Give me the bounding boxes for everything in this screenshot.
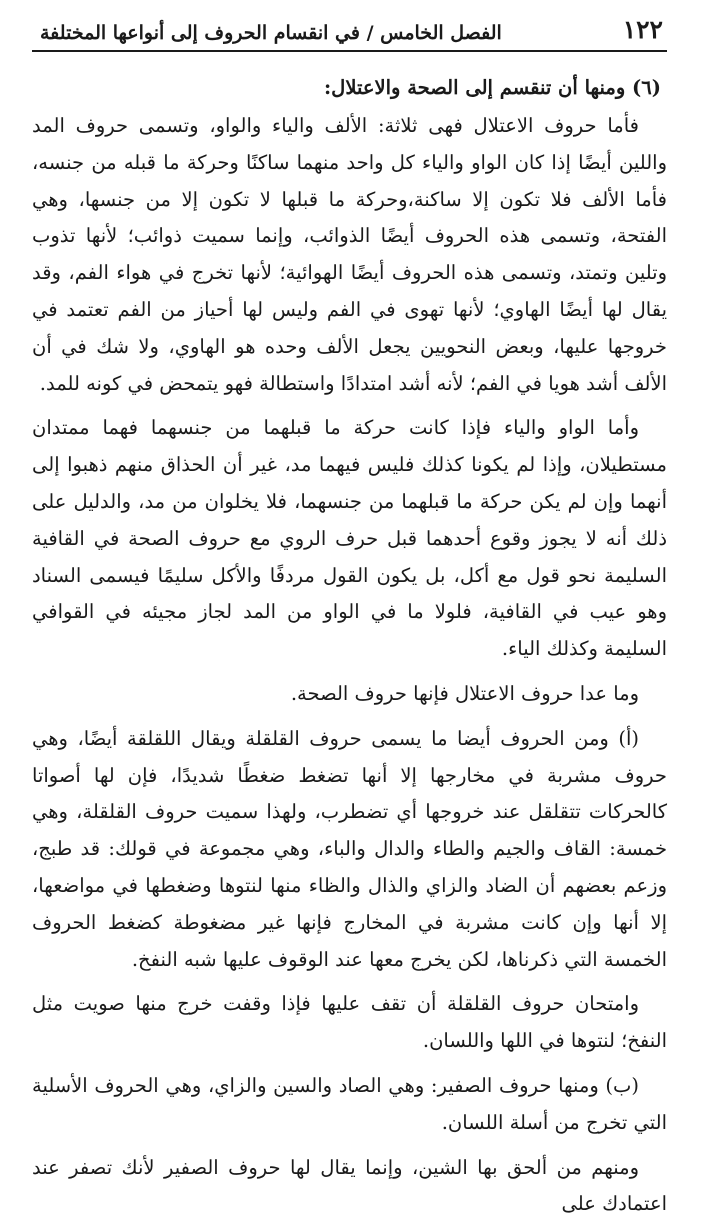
body-text [32, 52, 667, 1223]
section-heading: (٦) ومنها أن تنقسم إلى الصحة والاعتلال: [323, 76, 661, 99]
paragraph-vowel-letters: فأما حروف الاعتلال فهى ثلاثة: الألف والياء والواو، وتسمى حروف المد واللين أيضًا إذا كان الواو والياء كل واحد منهما ساكنًا وحركة ما قبله من جنسه، فأما الألف فلا تكون إلا ساكنة،وحركة ما قبلها لا تكون إلا من جنسها، وهي الفتحة، وتسمى هذه الحروف أيضًا الذوائب، وإنما سميت ذوائب؛ لأنها تذوب وتلين وتمتد، وتسمى هذه الحروف أيضًا الهوائية؛ لأنها تخرج في هواء الفم، وقد يقال لها أيضًا الهاوي؛ لأنها تهوى في الفم وليس لها أحياز من الفم تعتمد في خروجها عليها، وبعض النحويين يجعل الألف وحده هو الهاوي، ولا شك في أن الألف أشد هويا في الفم؛ لأنه أشد امتدادًا واستطالة فهو يتمحض في كونه للمد. [32, 114, 667, 395]
paragraph-qalqala: (أ) ومن الحروف أيضا ما يسمى حروف القلقلة ويقال اللقلقة أيضًا، وهي حروف مشربة في مخارجها إلا أنها تضغط ضغطًا شديدًا، فإن لها أصواتا كالحركات تتقلقل عند خروجها أي تضطرب، ولهذا سميت حروف القلقلة، وهي خمسة: القاف والجيم والطاء والدال والباء، وهي مجموعة في قولك: قد طبج، وزعم بعضهم أن الضاد والزاي والذال والظاء منها لنتوها وضغطها في مواضعها، إلا أنها وإن كانت مشربة في المخارج فإنها غير مضغوطة كضغط الحروف الخمسة التي ذكرناها، لكن يخرج معها عند الوقوف عليها شبه النفخ. [32, 726, 667, 971]
chapter-title: الفصل الخامس / في انقسام الحروف إلى أنواعها المختلفة [40, 22, 502, 44]
paragraph-qalqala-test: وامتحان حروف القلقلة أن تقف عليها فإذا وقفت خرج منها صويت مثل النفخ؛ لنتوها في اللها واللسان. [32, 992, 667, 1053]
paragraph-waw-ya: وأما الواو والياء فإذا كانت حركة ما قبلهما من جنسهما فهما ممتدان مستطيلان، وإذا لم يكونا كذلك فليس فيهما مد، غير أن الحذاق منهم ذهبوا إلى أنهما وإن لم يكن حركة ما قبلهما من جنسهما، فلا يخلوان من مد، والدليل على ذلك أنه لا يجوز وقوع أحدهما قبل حرف الروي مع حروف الصحة في القافية السليمة نحو قول مع أكل، بل يكون القول مردفًا والأكل سليمًا فيسمى السناد وهو عيب في القافية، فلولا ما في الواو من المد لجاز مجيئه في القوافي السليمة وكذلك الياء. [32, 416, 667, 661]
paragraph-whistling-letters: (ب) ومنها حروف الصفير: وهي الصاد والسين والزاي، وهي الحروف الأسلية التي تخرج من أسلة اللسان. [32, 1073, 667, 1134]
page-number: ١٢٢ [622, 15, 663, 44]
running-header [32, 0, 667, 52]
paragraph-sound-letters: وما عدا حروف الاعتلال فإنها حروف الصحة. [290, 681, 639, 705]
paragraph-shin: ومنهم من ألحق بها الشين، وإنما يقال لها حروف الصفير لأنك تصفر عند اعتمادك على [32, 1155, 667, 1216]
